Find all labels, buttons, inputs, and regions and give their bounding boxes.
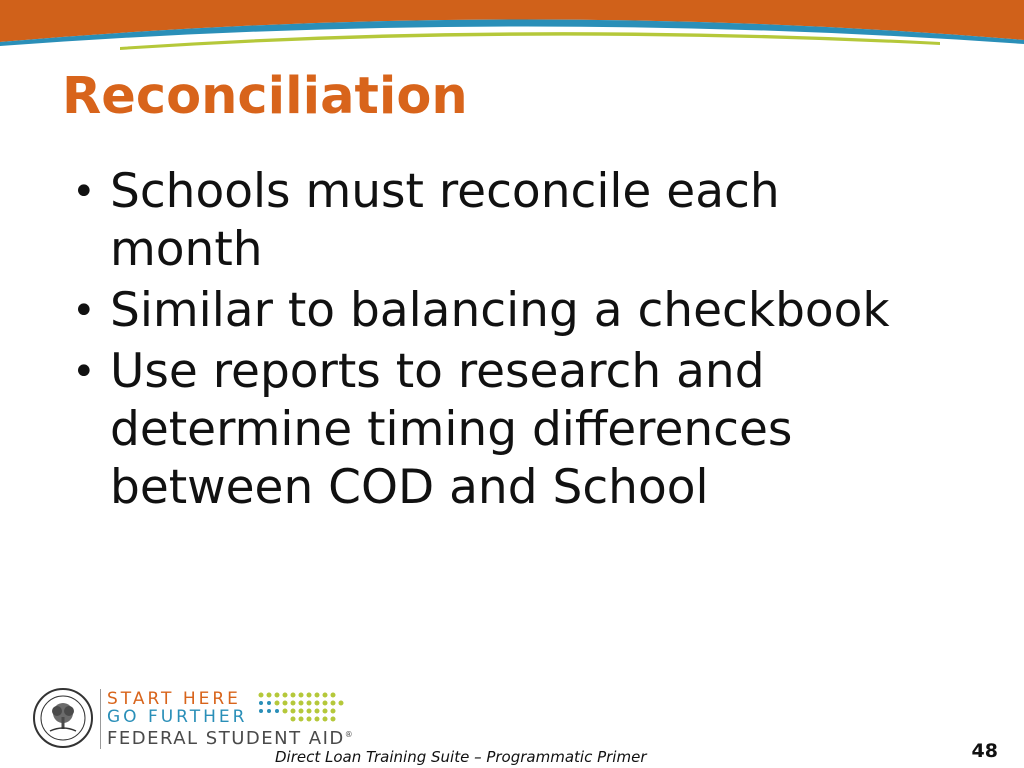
registered-mark: ® <box>344 730 355 739</box>
logo-fsa-text: FEDERAL STUDENT AID <box>107 728 345 749</box>
page-number: 48 <box>971 740 998 762</box>
bullet-line: Similar to balancing a checkbook <box>110 283 890 338</box>
logo-start-here: START HERE <box>107 689 241 709</box>
bullet-item <box>70 282 990 340</box>
logo-federal-student-aid <box>107 728 354 749</box>
bullet-item <box>70 163 990 279</box>
bullet-item <box>70 343 990 517</box>
dot-grid-icon <box>257 691 347 727</box>
bullet-dot-icon: • <box>72 349 96 395</box>
slide-title: Reconciliation <box>62 67 468 126</box>
bullet-line: determine timing differences <box>110 402 793 457</box>
bullet-list <box>70 163 990 520</box>
federal-student-aid-logo <box>32 687 355 757</box>
bullet-line: month <box>110 222 263 277</box>
logo-divider <box>100 689 101 749</box>
bullet-dot-icon: • <box>72 169 96 215</box>
logo-go-further: GO FURTHER <box>107 707 248 727</box>
department-of-education-seal-icon <box>32 687 94 749</box>
footer-caption: Direct Loan Training Suite – Programmatic Primer <box>275 748 647 766</box>
bullet-line: Use reports to research and <box>110 344 765 399</box>
top-banner <box>0 0 1024 60</box>
bullet-line: Schools must reconcile each <box>110 164 780 219</box>
banner-green-line <box>120 32 940 50</box>
bullet-dot-icon: • <box>72 288 96 334</box>
bullet-line: between COD and School <box>110 460 709 515</box>
